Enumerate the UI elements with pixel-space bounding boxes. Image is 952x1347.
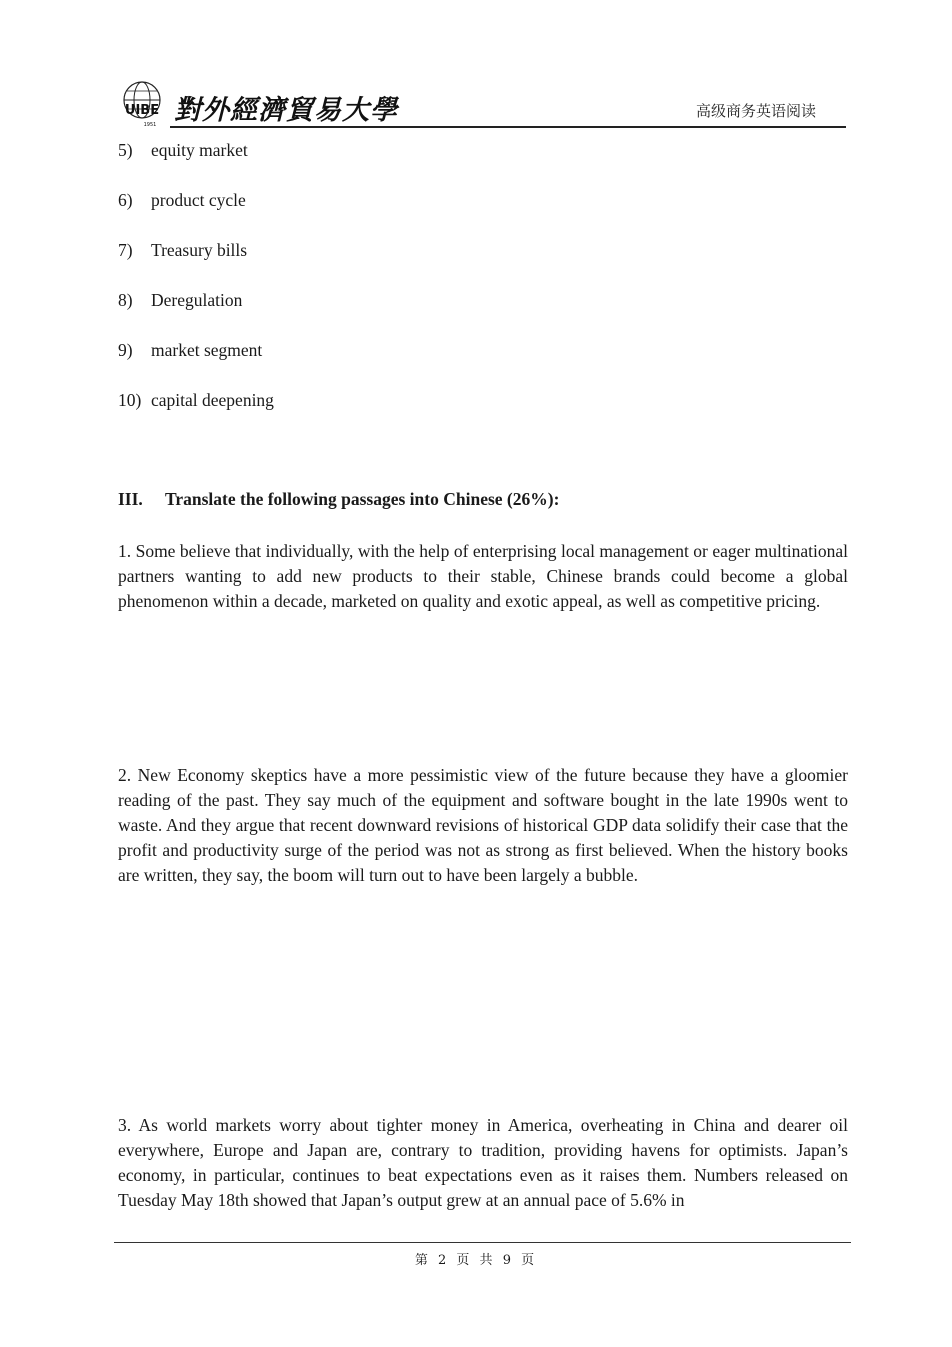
logo-year: 1951 (143, 122, 157, 128)
term-item (118, 290, 242, 311)
term-text: product cycle (151, 190, 246, 210)
section-title: Translate the following passages into Chinese (26%): (165, 489, 560, 509)
school-name: 對外經濟貿易大學 (174, 95, 398, 126)
term-item (118, 190, 246, 211)
term-number: 9) (118, 340, 133, 360)
term-item (118, 340, 262, 361)
page-header (112, 74, 846, 132)
term-item (118, 140, 248, 161)
page-number: 第 2 页 共 9 页 (414, 1253, 538, 1268)
passage-2: 2. New Economy skeptics have a more pessimistic view of the future because they have a gloomier reading of the past. They say much of the equipment and software bought in the late 1990s went to waste. And they argue that recent downward revisions of historical GDP data solidify their case that the profit and productivity surge of the period was not as strong as first believed. When the history books are written, they say, the boom will turn out to have been largely a bubble. (118, 765, 848, 885)
term-number: 7) (118, 240, 133, 260)
university-logo (116, 78, 168, 130)
term-text: Deregulation (151, 290, 243, 310)
term-number: 5) (118, 140, 133, 160)
logo-text: UIBE (124, 103, 160, 118)
term-text: equity market (151, 140, 248, 160)
term-number: 8) (118, 290, 133, 310)
section-heading (118, 489, 559, 510)
section-number: III. (118, 489, 143, 509)
passage-1: 1. Some believe that individually, with the help of enterprising local management or eager multinational partners wanting to add new products to their stable, Chinese brands could become a global phenomenon within a decade, marketed on quality and exotic appeal, as well as competitive pricing. (118, 541, 848, 611)
term-text: market segment (151, 340, 263, 360)
term-text: Treasury bills (151, 240, 248, 260)
term-item (118, 240, 247, 261)
header-rule (170, 126, 846, 128)
term-number: 6) (118, 190, 133, 210)
term-number: 10) (118, 390, 142, 410)
passage-3: 3. As world markets worry about tighter money in America, overheating in China and dearer oil everywhere, Europe and Japan are, contrary to tradition, providing havens for optimists. Japan’s economy, in particular, continues to beat expectations even as it raises them. Numbers released on Tuesday May 18th showed that Japan’s output grew at an annual pace of 5.6% in (118, 1115, 848, 1210)
term-text: capital deepening (151, 390, 274, 410)
term-item (118, 390, 274, 411)
course-title: 高级商务英语阅读 (695, 102, 816, 120)
footer-rule (114, 1242, 851, 1243)
